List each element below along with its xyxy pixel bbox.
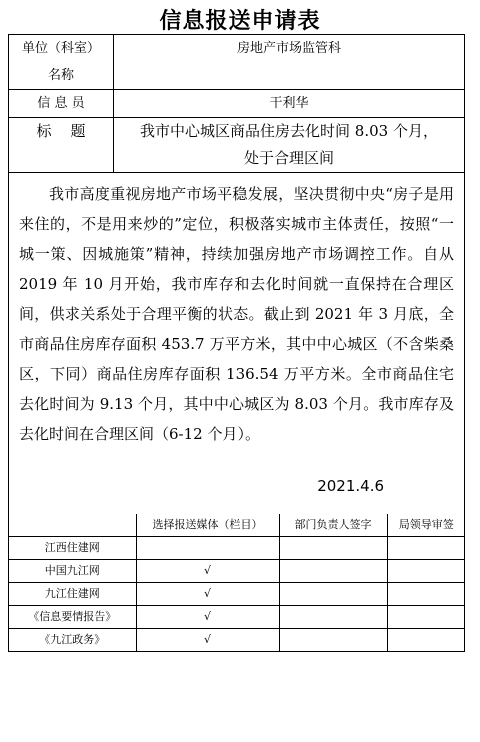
unit-value <box>114 35 465 90</box>
media-row <box>9 560 465 583</box>
media-row <box>9 629 465 652</box>
media-checkmark: √ <box>136 560 279 583</box>
media-table <box>9 514 465 651</box>
media-name: 九江住建网 <box>9 583 136 606</box>
unit-label-line1: 单位（科室） <box>21 41 100 56</box>
unit-label <box>9 35 114 90</box>
body-row <box>9 173 465 652</box>
leader-sign-cell <box>387 629 465 652</box>
unit-row <box>9 35 465 90</box>
media-checkmark: √ <box>136 606 279 629</box>
reporter-value: 干利华 <box>114 90 465 118</box>
media-header-select: 选择报送媒体（栏目） <box>136 514 279 537</box>
dept-sign-cell <box>279 606 387 629</box>
leader-sign-cell <box>387 537 465 560</box>
leader-sign-cell <box>387 560 465 583</box>
subject-row <box>9 118 465 173</box>
body-text: 我市高度重视房地产市场平稳发展，坚决贯彻中央“房子是用来住的，不是用来炒的”定位，积极落实城市主体责任，按照“一城一策、因城施策”精神，持续加强房地产市场调控工作。自从 2019 年 10 月开始，我市库存和去化时间就一直保持在合理区间，供求关系处于合理平衡的状态。截止到 2021 年 3 月底，全市商品住房库存面积 453.7 万平方米，其中中心城区（不含柴桑区，下同）商品住房库存面积 136.54 万平方米。全市商品住宅去化时间为 9.13 个月，其中中心城区为 8.03 个月。我市库存及去化时间在合理区间（6-12 个月）。 <box>19 185 454 443</box>
form-title: 信息报送申请表 <box>159 9 321 34</box>
unit-value-text: 房地产市场监管科 <box>236 41 341 56</box>
dept-sign-cell <box>279 560 387 583</box>
subject-line1: 我市中心城区商品住房去化时间 8.03 个月， <box>140 122 438 140</box>
reporter-label: 信 息 员 <box>9 90 114 118</box>
media-name: 江西住建网 <box>9 537 136 560</box>
media-name: 中国九江网 <box>9 560 136 583</box>
unit-label-line2: 名称 <box>47 68 74 83</box>
media-checkmark <box>136 537 279 560</box>
subject-value <box>114 118 465 173</box>
media-checkmark: √ <box>136 583 279 606</box>
body-cell <box>9 173 465 652</box>
media-header-leader-sign: 局领导审签 <box>387 514 465 537</box>
media-name: 《九江政务》 <box>9 629 136 652</box>
leader-sign-cell <box>387 583 465 606</box>
subject-line2: 处于合理区间 <box>243 149 334 167</box>
subject-label: 标 题 <box>9 118 114 173</box>
media-row <box>9 606 465 629</box>
leader-sign-cell <box>387 606 465 629</box>
media-header-row <box>9 514 465 537</box>
report-date: 2021.4.6 <box>317 477 384 495</box>
dept-sign-cell <box>279 629 387 652</box>
dept-sign-cell <box>279 537 387 560</box>
media-name: 《信息要情报告》 <box>9 606 136 629</box>
media-row <box>9 583 465 606</box>
application-form <box>8 34 465 652</box>
reporter-row <box>9 90 465 118</box>
media-checkmark: √ <box>136 629 279 652</box>
dept-sign-cell <box>279 583 387 606</box>
media-header-blank <box>9 514 136 537</box>
media-header-dept-sign: 部门负责人签字 <box>279 514 387 537</box>
media-row <box>9 537 465 560</box>
